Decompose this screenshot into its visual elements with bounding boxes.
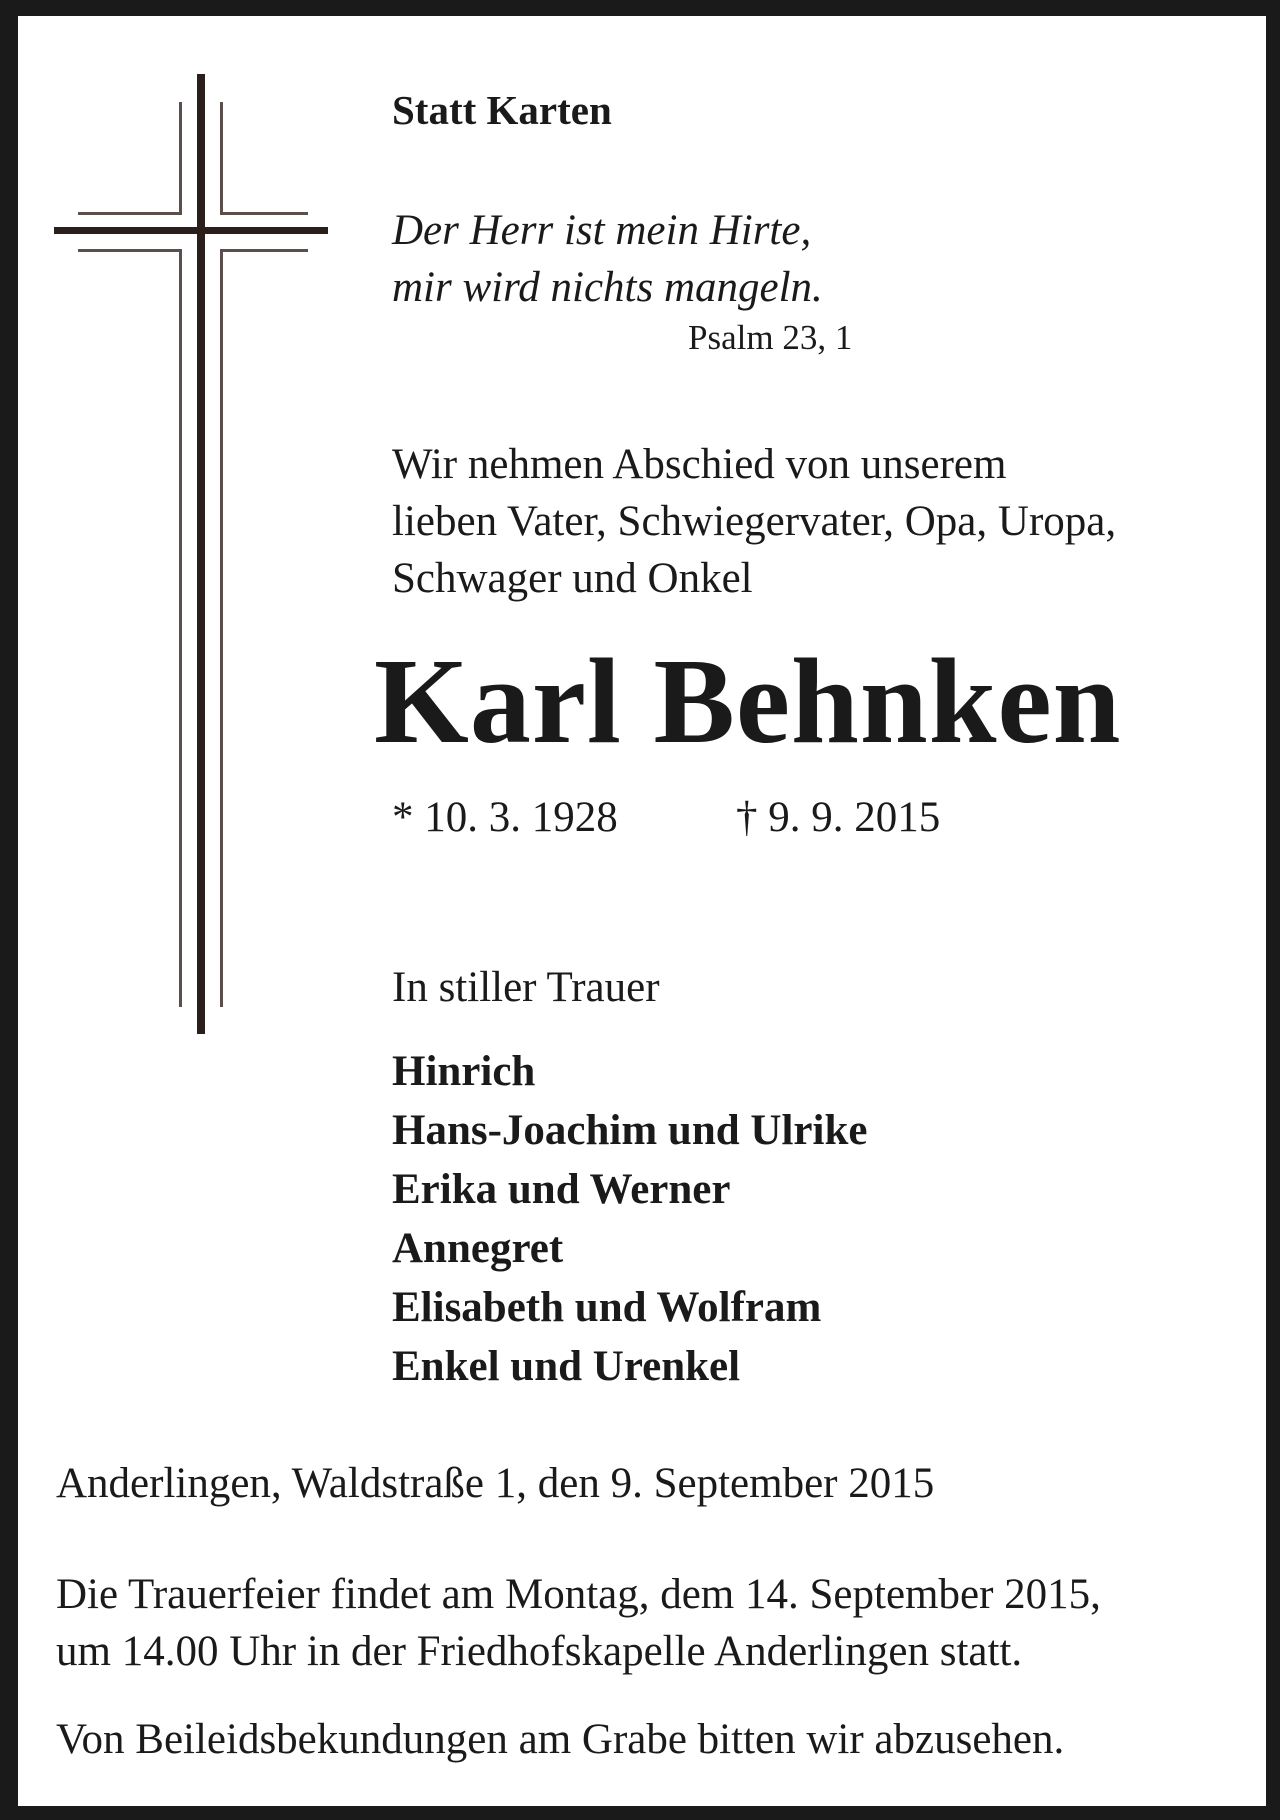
- mourner-entry: Annegret: [392, 1225, 564, 1272]
- intro-line: lieben Vater, Schwiegervater, Opa, Uropa,: [392, 498, 1117, 545]
- funeral-line: um 14.00 Uhr in der Friedhofskapelle Anderlingen statt.: [56, 1628, 1023, 1675]
- psalm-line: Der Herr ist mein Hirte,: [392, 207, 812, 254]
- condolence-note: Von Beileidsbekundungen am Grabe bitten wir abzusehen.: [56, 1716, 1065, 1763]
- obituary-card: [18, 16, 1266, 1806]
- psalm-reference: Psalm 23, 1: [688, 318, 853, 357]
- farewell-intro: [392, 436, 1116, 607]
- intro-line: Wir nehmen Abschied von unserem: [392, 441, 1007, 488]
- mourning-phrase: In stiller Trauer: [392, 964, 660, 1011]
- mourner-entry: Elisabeth und Wolfram: [392, 1284, 822, 1331]
- deceased-name: Karl Behnken: [374, 634, 1122, 769]
- mourners-list: [392, 1042, 867, 1396]
- birth-date: * 10. 3. 1928: [392, 794, 618, 841]
- mourner-entry: Erika und Werner: [392, 1166, 731, 1213]
- mourner-entry: Enkel und Urenkel: [392, 1343, 741, 1390]
- funeral-line: Die Trauerfeier findet am Montag, dem 14. September 2015,: [56, 1571, 1101, 1618]
- christian-cross-icon: [54, 74, 328, 1034]
- mourner-entry: Hinrich: [392, 1048, 536, 1095]
- place-and-date: Anderlingen, Waldstraße 1, den 9. September 2015: [56, 1460, 935, 1507]
- psalm-line: mir wird nichts mangeln.: [392, 264, 823, 311]
- funeral-details: [56, 1566, 1101, 1680]
- intro-line: Schwager und Onkel: [392, 555, 753, 602]
- header-statt-karten: Statt Karten: [392, 87, 612, 133]
- mourner-entry: Hans-Joachim und Ulrike: [392, 1107, 868, 1154]
- psalm-quote: [392, 202, 823, 316]
- death-date: † 9. 9. 2015: [736, 794, 941, 841]
